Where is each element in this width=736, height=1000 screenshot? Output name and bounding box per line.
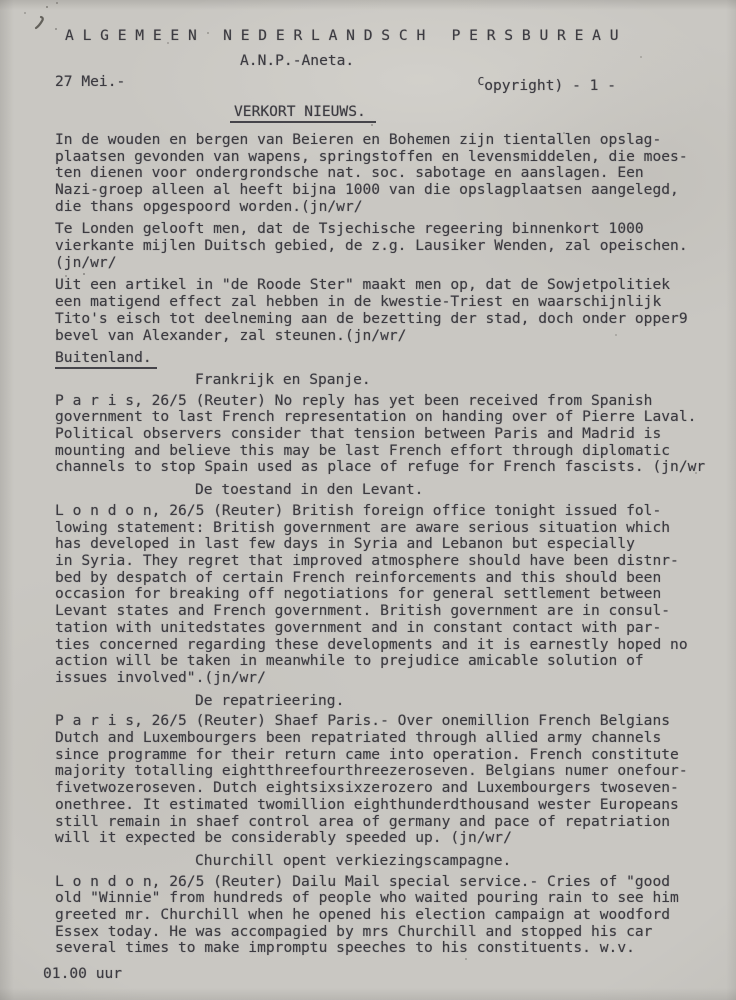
text-line: tation with unitedstates government and in constant contact with par- [55, 618, 662, 636]
text-line: Political observers consider that tension between Paris and Madrid is [55, 425, 662, 443]
text-line: L o n d o n, 26/5 (Reuter) British foreign office tonight issued fol- [55, 501, 662, 519]
text-line: vierkante mijlen Duitsch gebied, de z.g. Lausiker Wenden, zal opeischen. [55, 237, 688, 255]
text-line: onethree. It estimated twomillion eighthunderdthousand wester Europeans [55, 795, 679, 813]
text-line: mounting and believe this may be last French effort through diplomatic [55, 441, 671, 459]
news-paragraph [55, 874, 716, 958]
copyright-page-number: Copyright) - 1 - [477, 75, 616, 95]
text-line: in Syria. They regret that improved atmosphere should have been distnr- [55, 551, 679, 569]
text-line: Te Londen gelooft men, dat de Tsjechische regeering binnenkort 1000 [55, 220, 644, 238]
news-paragraph [55, 503, 716, 687]
section-heading-label: Frankrijk en Spanje. [195, 370, 371, 388]
text-line: Tito's eisch tot deelneming aan de bezetting der stad, doch onder opper9 [55, 309, 688, 327]
bulletin-title [230, 104, 716, 121]
section-heading-label: Churchill opent verkiezingscampagne. [195, 851, 512, 869]
text-line: since programme for their return came into operation. French constitute [55, 745, 679, 763]
text-line: bevel van Alexander, zal steunen.(jn/wr/ [55, 326, 407, 344]
text-line: Dutch and Luxembourgers been repatriated through allied army channels [55, 729, 662, 747]
text-line: die thans opgespoord worden.(jn/wr/ [55, 197, 363, 215]
text-line: action will be taken in meanwhile to prejudice amicable solution of [55, 652, 644, 670]
text-line: old "Winnie" from hundreds of people who waited pouring rain to see him [55, 889, 679, 907]
text-line: bed by despatch of certain French reinforcements and this should been [55, 568, 662, 586]
section-heading [55, 350, 716, 367]
news-paragraph [55, 393, 716, 477]
text-line: fivetwozeroseven. Dutch eightsixsixzerozero and Luxembourgers twoseven- [55, 779, 679, 797]
text-line: channels to stop Spain used as place of refuge for French fascists. (jn/wr [55, 458, 706, 476]
text-line: lowing statement: British government are aware serious situation which [55, 518, 671, 536]
text-line: (jn/wr/ [55, 253, 117, 271]
section-heading [195, 693, 716, 710]
text-line: een matigend effect zal hebben in de kwestie-Triest en waarschijnlijk [55, 293, 662, 311]
text-line: occasion for breaking off negotiations for general settlement between [55, 585, 662, 603]
text-line: issues involved".(jn/wr/ [55, 668, 266, 686]
agency-subtitle: A.N.P.-Aneta. [240, 51, 355, 69]
text-line: Essex today. He was accompagied by mrs Churchill and stopped his car [55, 922, 653, 940]
text-line: P a r i s, 26/5 (Reuter) Shaef Paris.- Over onemillion French Belgians [55, 712, 671, 730]
text-line: P a r i s, 26/5 (Reuter) No reply has yet been received from Spanish [55, 391, 653, 409]
section-heading-label: De repatrieering. [195, 691, 345, 709]
text-line: several times to make impromptu speeches to his constituents. w.v. [55, 939, 635, 957]
section-heading-label: De toestand in den Levant. [195, 481, 424, 499]
text-line: L o n d o n, 26/5 (Reuter) Dailu Mail special service.- Cries of "good [55, 872, 671, 890]
closing-time: 01.00 uur [43, 965, 123, 983]
bulletin-title-label: VERKORT NIEUWS. [230, 103, 376, 123]
text-line: government to last French representation on handing over of Pierre Laval. [55, 408, 697, 426]
section-heading-label: Buitenland. [55, 349, 157, 369]
agency-masthead: A L G E M E E N N E D E R L A N D S C H P E R S B U R E A U [65, 27, 619, 44]
text-line: majority totalling eightthreefourthreezeroseven. Belgians numer onefour- [55, 762, 688, 780]
section-heading [195, 482, 716, 499]
text-line: still remain in shaef control area of germany and pace of repatriation [55, 812, 671, 830]
news-paragraph [55, 132, 716, 216]
section-heading [195, 853, 716, 870]
text-line: ten dienen voor ondergrondsche nat. soc. sabotage en aanslagen. Een [55, 164, 644, 182]
text-line: Nazi-groep alleen al heeft bijna 1000 van die opslagplaatsen aangelegd, [55, 180, 679, 198]
news-paragraph [55, 277, 716, 344]
news-paragraph [55, 221, 716, 271]
text-line: plaatsen gevonden van wapens, springstoffen en levensmiddelen, die moes- [55, 147, 688, 165]
text-line: has developed in last few days in Syria and Lebanon but especially [55, 535, 635, 553]
dateline-row [55, 74, 716, 95]
text-line: Uit een artikel in "de Roode Ster" maakt men op, dat de Sowjetpolitiek [55, 276, 671, 294]
news-paragraph [55, 713, 716, 847]
issue-date: 27 Mei.- [55, 73, 126, 91]
text-line: will it expected be considerably speeded up. (jn/wr/ [55, 829, 512, 847]
section-heading [195, 372, 716, 389]
text-line: ties concerned regarding these developments and it is earnestly hoped no [55, 635, 688, 653]
text-line: Levant states and French government. British government are in consul- [55, 602, 671, 620]
text-line: In de wouden en bergen van Beieren en Bohemen zijn tientallen opslag- [55, 130, 662, 148]
text-line: greeted mr. Churchill when he opened his election campaign at woodford [55, 906, 671, 924]
document-body [55, 132, 716, 957]
